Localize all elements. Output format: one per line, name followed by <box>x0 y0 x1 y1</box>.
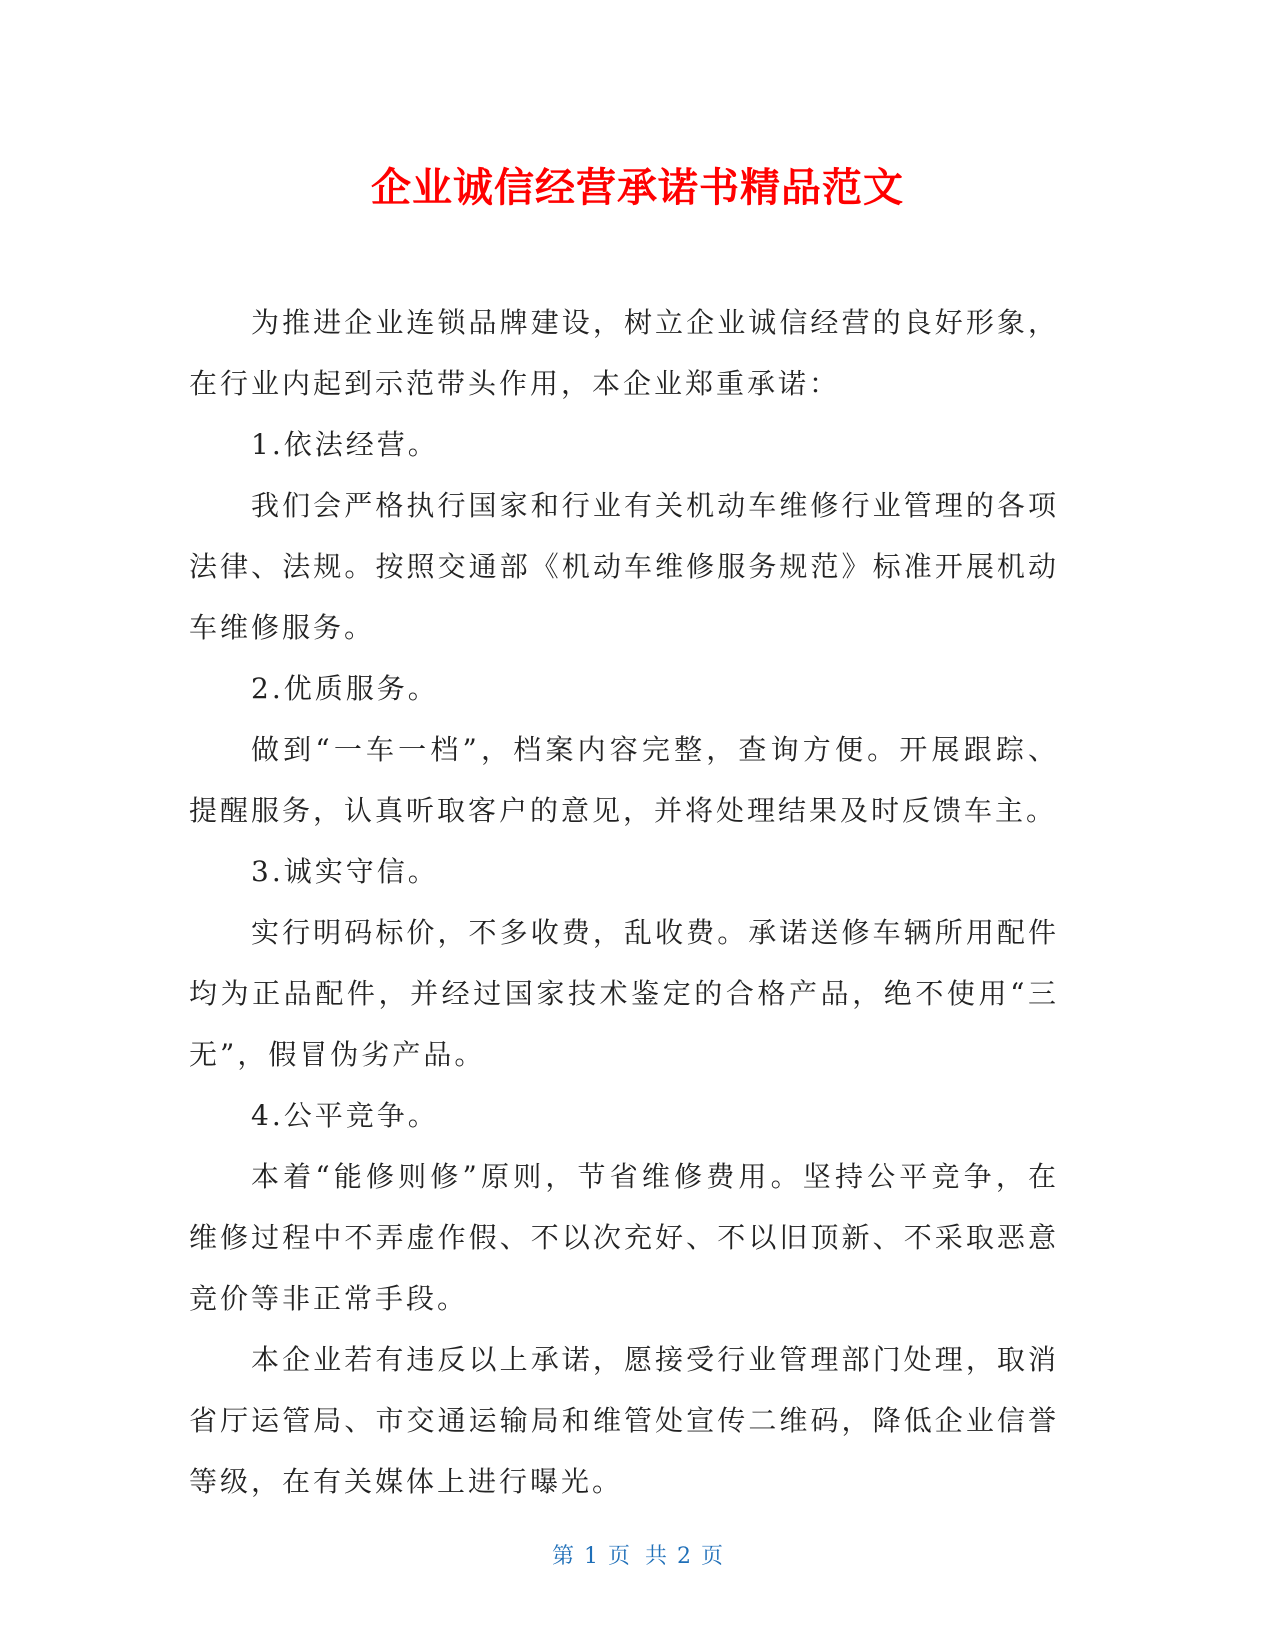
document-body <box>189 292 1059 1512</box>
paragraph-item-4: 本着“能修则修”原则，节省维修费用。坚持公平竞争，在维修过程中不弄虚作假、不以次充好、不以旧顶新、不采取恶意竞价等非正常手段。 <box>189 1160 1059 1315</box>
paragraph-item-3: 实行明码标价，不多收费，乱收费。承诺送修车辆所用配件均为正品配件，并经过国家技术鉴定的合格产品，绝不使用“三无”，假冒伪劣产品。 <box>189 916 1059 1071</box>
heading-item-3: 3.诚实守信。 <box>251 855 439 888</box>
footer-total-pages: 2 <box>677 1544 691 1569</box>
heading-item-4: 4.公平竞争。 <box>251 1099 439 1132</box>
paragraph-closing: 本企业若有违反以上承诺，愿接受行业管理部门处理，取消省厅运管局、市交通运输局和维管处宣传二维码，降低企业信誉等级，在有关媒体上进行曝光。 <box>189 1343 1059 1498</box>
document-title: 企业诚信经营承诺书精品范文 <box>371 165 904 211</box>
footer-middle: 页 共 <box>608 1544 667 1569</box>
heading-item-1: 1.依法经营。 <box>251 428 439 461</box>
paragraph-item-2: 做到“一车一档”，档案内容完整，查询方便。开展跟踪、提醒服务，认真听取客户的意见，并将处理结果及时反馈车主。 <box>189 733 1059 827</box>
footer-prefix: 第 <box>551 1544 574 1569</box>
page-footer <box>0 1542 1275 1572</box>
footer-page-number: 1 <box>584 1544 598 1569</box>
paragraph-intro: 为推进企业连锁品牌建设，树立企业诚信经营的良好形象，在行业内起到示范带头作用，本企业郑重承诺： <box>189 306 1059 400</box>
heading-item-2: 2.优质服务。 <box>251 672 439 705</box>
paragraph-item-1: 我们会严格执行国家和行业有关机动车维修行业管理的各项法律、法规。按照交通部《机动车维修服务规范》标准开展机动车维修服务。 <box>189 489 1059 644</box>
footer-suffix: 页 <box>701 1544 724 1569</box>
